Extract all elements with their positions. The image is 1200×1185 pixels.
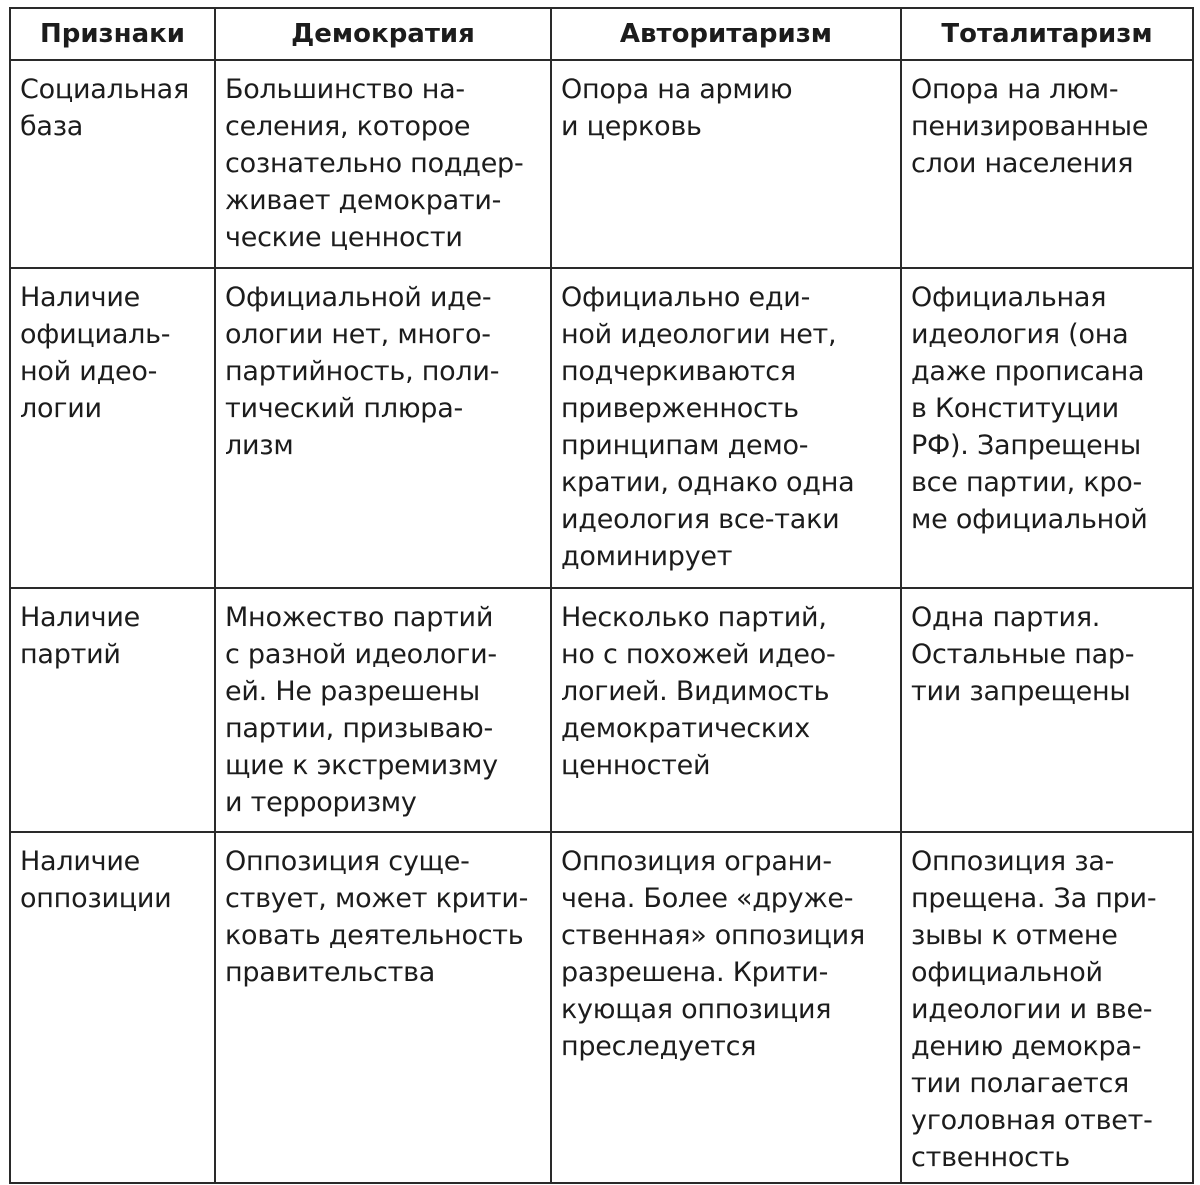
cell-text-line: партии, призываю-	[225, 713, 494, 744]
cell-text-line: ной идеологии нет,	[561, 319, 837, 350]
cell-text-line: Остальные пар-	[911, 639, 1135, 670]
cell-text-line: партийность, поли-	[225, 356, 500, 387]
cell-text-line: зывы к отмене	[911, 920, 1118, 951]
democracy-cell	[215, 60, 551, 268]
cell-text-line: и церковь	[561, 111, 702, 142]
cell-text-line: ческие ценности	[225, 222, 463, 253]
row-opposition	[10, 832, 1193, 1183]
cell-text-line: логии	[20, 393, 102, 424]
cell-text-line: кратии, однако одна	[561, 467, 855, 498]
totalitarianism-cell	[901, 60, 1193, 268]
header-democracy: Демократия	[215, 8, 551, 60]
totalitarianism-cell	[901, 588, 1193, 832]
comparison-table-page	[9, 7, 1192, 1179]
democracy-cell	[215, 588, 551, 832]
cell-text-line: лизм	[225, 430, 294, 461]
cell-text-line: Оппозиция ограни-	[561, 846, 832, 877]
cell-text-line: с разной идеологи-	[225, 639, 497, 670]
cell-text-line: Оппозиция суще-	[225, 846, 470, 877]
cell-text-line: ственность	[911, 1142, 1070, 1173]
authoritarianism-cell	[551, 588, 901, 832]
cell-text-line: Опора на армию	[561, 74, 793, 105]
feature-label	[10, 588, 215, 832]
cell-text-line: тии полагается	[911, 1068, 1130, 1099]
cell-text-line: ме официальной	[911, 504, 1148, 535]
cell-text-line: Официальная	[911, 282, 1107, 313]
cell-text-line: ей. Не разрешены	[225, 676, 480, 707]
cell-text-line: дению демокра-	[911, 1031, 1142, 1062]
cell-text-line: но с похожей идео-	[561, 639, 836, 670]
cell-text-line: ковать деятельность	[225, 920, 524, 951]
cell-text-line: ствует, может крити-	[225, 883, 529, 914]
cell-text-line: идеология (она	[911, 319, 1129, 350]
cell-text-line: и терроризму	[225, 787, 417, 818]
cell-text-line: преследуется	[561, 1031, 757, 1062]
authoritarianism-cell	[551, 268, 901, 588]
cell-text-line: подчеркиваются	[561, 356, 796, 387]
feature-label	[10, 832, 215, 1183]
cell-text-line: Социальная	[20, 74, 189, 105]
authoritarianism-cell	[551, 832, 901, 1183]
cell-text-line: Официальной иде-	[225, 282, 492, 313]
cell-text-line: доминирует	[561, 541, 733, 572]
row-parties	[10, 588, 1193, 832]
feature-label	[10, 268, 215, 588]
row-official-ideology	[10, 268, 1193, 588]
cell-text-line: Наличие	[20, 846, 141, 877]
cell-text-line: правительства	[225, 957, 436, 988]
authoritarianism-cell	[551, 60, 901, 268]
cell-text-line: слои населения	[911, 148, 1134, 179]
header-features: Признаки	[10, 8, 215, 60]
cell-text-line: уголовная ответ-	[911, 1105, 1153, 1136]
cell-text-line: Несколько партий,	[561, 602, 827, 633]
cell-text-line: принципам демо-	[561, 430, 809, 461]
democracy-cell	[215, 832, 551, 1183]
cell-text-line: приверженность	[561, 393, 799, 424]
cell-text-line: Оппозиция за-	[911, 846, 1115, 877]
cell-text-line: разрешена. Крити-	[561, 957, 829, 988]
cell-text-line: все партии, кро-	[911, 467, 1142, 498]
cell-text-line: прещена. За при-	[911, 883, 1157, 914]
democracy-cell	[215, 268, 551, 588]
totalitarianism-cell	[901, 832, 1193, 1183]
cell-text-line: селения, которое	[225, 111, 471, 142]
cell-text-line: идеология все-таки	[561, 504, 840, 535]
cell-text-line: Множество партий	[225, 602, 494, 633]
cell-text-line: кующая оппозиция	[561, 994, 832, 1025]
cell-text-line: Наличие	[20, 602, 141, 633]
cell-text-line: Наличие	[20, 282, 141, 313]
cell-text-line: пенизированные	[911, 111, 1149, 142]
cell-text-line: чена. Более «друже-	[561, 883, 854, 914]
header-authoritarianism: Авторитаризм	[551, 8, 901, 60]
cell-text-line: РФ). Запрещены	[911, 430, 1141, 461]
header-totalitarianism: Тоталитаризм	[901, 8, 1193, 60]
row-social-base	[10, 60, 1193, 268]
cell-text-line: Большинство на-	[225, 74, 465, 105]
cell-text-line: демократических	[561, 713, 810, 744]
political-regimes-table	[9, 7, 1194, 1184]
cell-text-line: логией. Видимость	[561, 676, 830, 707]
totalitarianism-cell	[901, 268, 1193, 588]
cell-text-line: база	[20, 111, 84, 142]
cell-text-line: живает демократи-	[225, 185, 502, 216]
cell-text-line: партий	[20, 639, 121, 670]
cell-text-line: ологии нет, много-	[225, 319, 491, 350]
cell-text-line: в Конституции	[911, 393, 1119, 424]
cell-text-line: Официально еди-	[561, 282, 811, 313]
cell-text-line: оппозиции	[20, 883, 172, 914]
cell-text-line: ценностей	[561, 750, 711, 781]
cell-text-line: официальной	[911, 957, 1103, 988]
cell-text-line: ной идео-	[20, 356, 158, 387]
cell-text-line: Одна партия.	[911, 602, 1101, 633]
cell-text-line: щие к экстремизму	[225, 750, 498, 781]
cell-text-line: официаль-	[20, 319, 171, 350]
cell-text-line: идеологии и вве-	[911, 994, 1153, 1025]
cell-text-line: Опора на люм-	[911, 74, 1119, 105]
cell-text-line: даже прописана	[911, 356, 1145, 387]
feature-label	[10, 60, 215, 268]
cell-text-line: тии запрещены	[911, 676, 1131, 707]
cell-text-line: ственная» оппозиция	[561, 920, 865, 951]
header-row	[10, 8, 1193, 60]
cell-text-line: сознательно поддер-	[225, 148, 524, 179]
cell-text-line: тический плюра-	[225, 393, 463, 424]
